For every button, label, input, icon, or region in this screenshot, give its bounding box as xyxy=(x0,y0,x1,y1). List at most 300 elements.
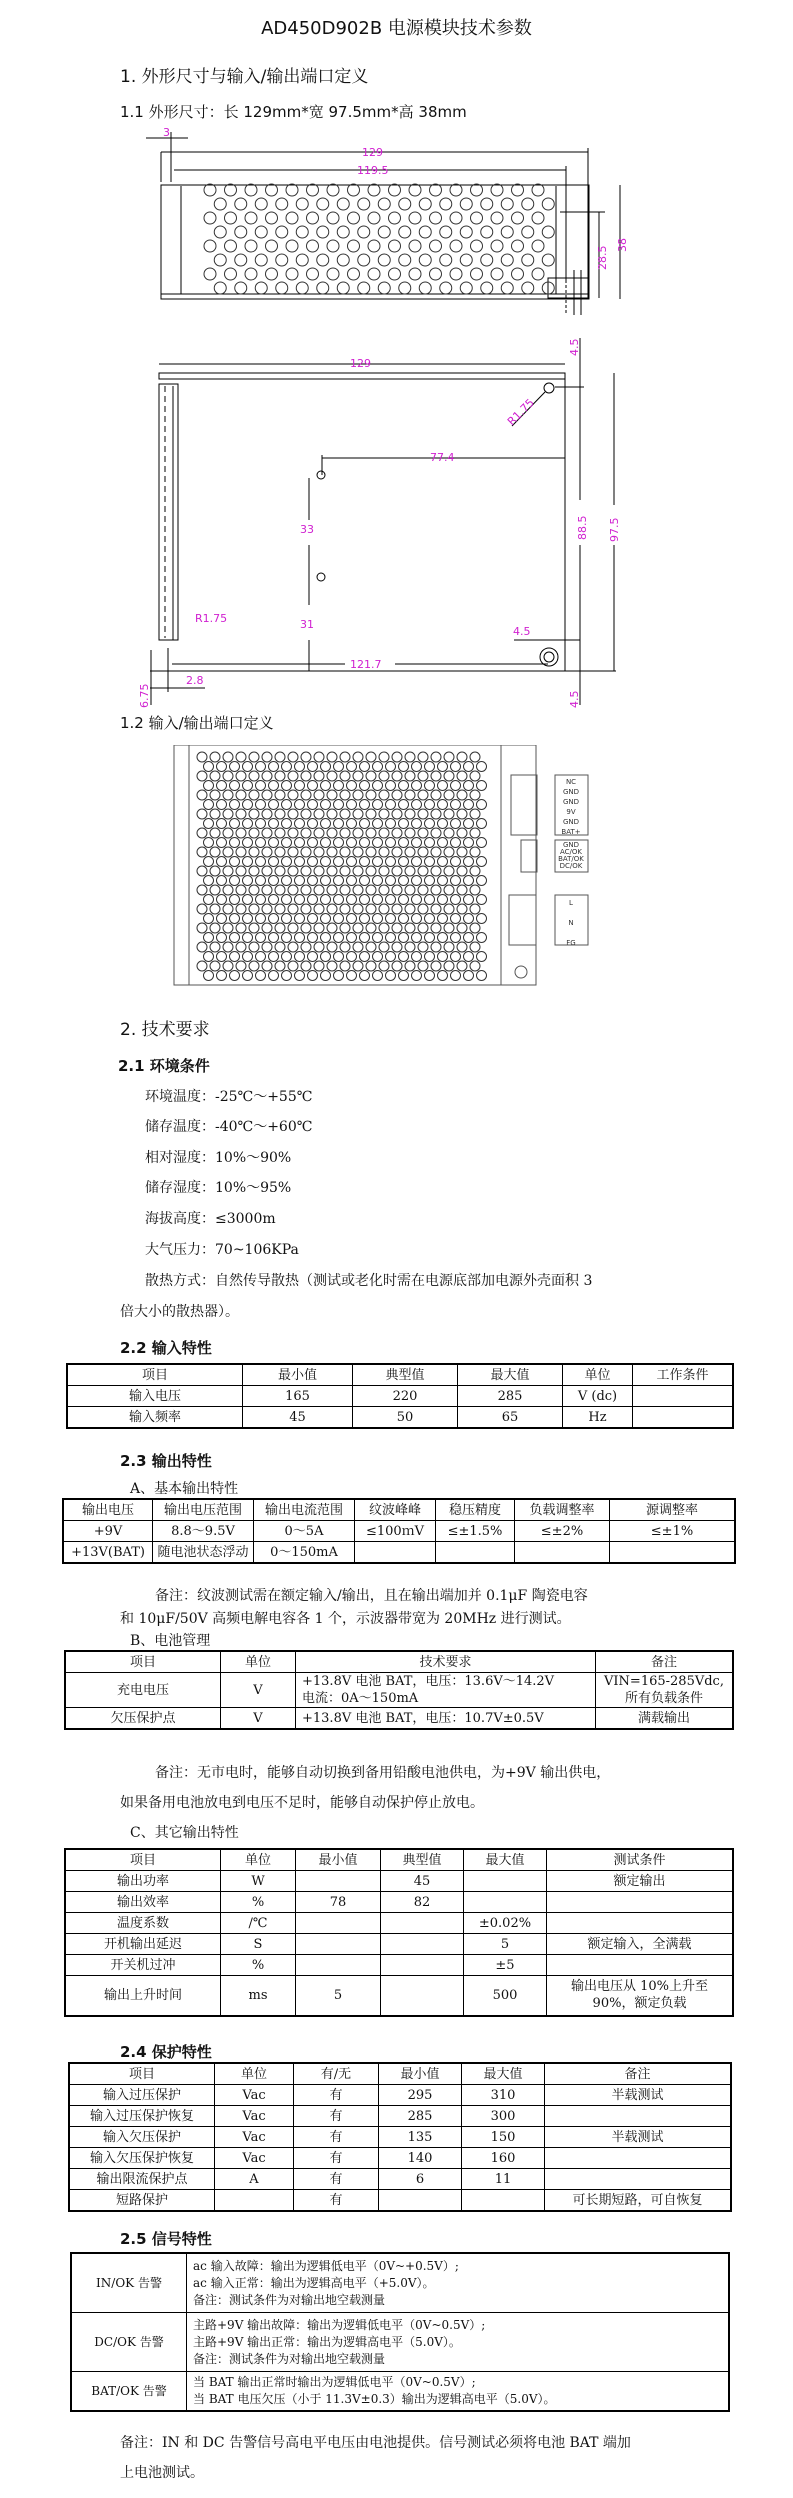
vent-hole xyxy=(204,933,214,943)
cell: 165 xyxy=(243,1386,353,1407)
dim-33: 33 xyxy=(300,523,314,536)
vent-hole xyxy=(223,809,233,819)
vent-hole xyxy=(409,240,421,252)
pin-label: AC/OK xyxy=(559,848,583,856)
header-cell: 测试条件 xyxy=(547,1849,734,1871)
cell xyxy=(610,1542,736,1564)
vent-hole xyxy=(405,961,415,971)
vent-hole xyxy=(419,198,431,210)
vent-hole xyxy=(256,952,266,962)
vent-hole xyxy=(477,781,487,791)
vent-hole xyxy=(431,847,441,857)
vent-hole xyxy=(197,847,207,857)
vent-hole xyxy=(373,762,383,772)
vent-hole xyxy=(451,952,461,962)
vent-hole xyxy=(438,781,448,791)
vent-hole xyxy=(282,838,292,848)
vent-hole xyxy=(399,800,409,810)
vent-hole xyxy=(295,819,305,829)
cell: 输入频率 xyxy=(67,1407,243,1429)
table-row xyxy=(65,1976,733,2016)
vent-hole xyxy=(210,752,220,762)
vent-hole xyxy=(236,809,246,819)
vent-hole xyxy=(425,800,435,810)
vent-hole xyxy=(262,828,272,838)
vent-hole xyxy=(457,771,467,781)
cell xyxy=(464,1892,547,1913)
vent-hole xyxy=(340,904,350,914)
vent-hole xyxy=(327,790,337,800)
vent-hole xyxy=(412,933,422,943)
dim-4-5-top: 4.5 xyxy=(568,338,581,356)
vent-hole xyxy=(210,866,220,876)
cell: 6 xyxy=(379,2169,462,2190)
cell: Vac xyxy=(215,2148,294,2169)
vent-hole xyxy=(334,876,344,886)
vent-hole xyxy=(366,923,376,933)
cell: 充电电压 xyxy=(65,1673,221,1708)
vent-hole xyxy=(353,923,363,933)
vent-hole xyxy=(451,876,461,886)
vent-hole xyxy=(321,971,331,981)
dim-6-75: 6.75 xyxy=(138,683,151,708)
vent-hole xyxy=(409,212,421,224)
vent-hole xyxy=(210,847,220,857)
vent-hole xyxy=(204,971,214,981)
cell xyxy=(381,1955,464,1976)
section2-heading: 2. 技术要求 xyxy=(120,1020,210,1040)
vent-hole xyxy=(301,790,311,800)
vent-hole xyxy=(243,781,253,791)
vent-hole xyxy=(301,961,311,971)
cell: ≤±1% xyxy=(610,1521,736,1542)
vent-hole xyxy=(389,184,401,196)
pin-label: GND xyxy=(562,798,580,806)
vent-hole xyxy=(412,819,422,829)
vent-hole xyxy=(236,828,246,838)
vent-hole xyxy=(249,961,259,971)
vent-hole xyxy=(470,866,480,876)
vent-hole xyxy=(314,866,324,876)
vent-hole xyxy=(301,885,311,895)
vent-hole xyxy=(470,847,480,857)
vent-hole xyxy=(532,212,544,224)
vent-hole xyxy=(431,866,441,876)
vent-hole xyxy=(214,226,226,238)
vent-hole xyxy=(337,198,349,210)
output-heading: 2.3 输出特性 xyxy=(120,1452,212,1470)
vent-hole xyxy=(288,904,298,914)
vent-hole xyxy=(347,838,357,848)
cell xyxy=(355,1542,436,1564)
vent-hole xyxy=(438,895,448,905)
vent-hole xyxy=(223,847,233,857)
cell: % xyxy=(221,1955,296,1976)
vent-hole xyxy=(334,819,344,829)
vent-hole xyxy=(204,952,214,962)
vent-hole xyxy=(230,914,240,924)
dim-4-5-bottom: 4.5 xyxy=(568,690,581,708)
vent-hole xyxy=(431,923,441,933)
pin-label: BAT/OK xyxy=(558,855,584,863)
vent-hole xyxy=(360,857,370,867)
env-line: 散热方式：自然传导散热（测试或老化时需在电源底部加电源外壳面积 3 xyxy=(145,1273,593,1289)
vent-hole xyxy=(373,838,383,848)
vent-hole xyxy=(269,933,279,943)
vent-hole xyxy=(256,781,266,791)
vent-hole xyxy=(409,268,421,280)
vent-hole xyxy=(457,923,467,933)
vent-hole xyxy=(210,828,220,838)
dimensions-heading: 1.1 外形尺寸：长 129mm*宽 97.5mm*高 38mm xyxy=(120,103,467,121)
cell: S xyxy=(221,1934,296,1955)
table-header-row xyxy=(65,1651,733,1673)
vent-hole xyxy=(347,933,357,943)
vent-hole xyxy=(360,800,370,810)
vent-hole xyxy=(366,809,376,819)
vent-hole xyxy=(236,866,246,876)
vent-hole xyxy=(418,961,428,971)
vent-hole xyxy=(230,781,240,791)
vent-hole xyxy=(431,904,441,914)
vent-hole xyxy=(256,800,266,810)
vent-hole xyxy=(266,240,278,252)
vent-hole xyxy=(314,809,324,819)
note-line: 所有负载条件 xyxy=(624,1691,703,1706)
vent-hole xyxy=(236,961,246,971)
vent-hole xyxy=(366,885,376,895)
cell xyxy=(296,1913,381,1934)
vent-hole xyxy=(230,857,240,867)
vent-hole xyxy=(334,781,344,791)
vent-hole xyxy=(230,933,240,943)
vent-hole xyxy=(225,240,237,252)
cell: 有 xyxy=(294,2106,379,2127)
vent-hole xyxy=(269,952,279,962)
vent-hole xyxy=(373,971,383,981)
desc-line: 主路+9V 输出故障：输出为逻辑低电平（0V~0.5V）; xyxy=(193,2317,486,2332)
vent-hole xyxy=(317,282,329,294)
vent-hole xyxy=(204,914,214,924)
vent-hole xyxy=(262,885,272,895)
vent-hole xyxy=(308,933,318,943)
header-cell: 项目 xyxy=(69,2063,215,2085)
vent-hole xyxy=(327,866,337,876)
vent-hole xyxy=(470,961,480,971)
vent-hole xyxy=(451,781,461,791)
cell: 输出上升时间 xyxy=(65,1976,221,2016)
input-heading: 2.2 输入特性 xyxy=(120,1339,212,1357)
vent-hole xyxy=(470,771,480,781)
vent-hole xyxy=(217,876,227,886)
vent-hole xyxy=(438,914,448,924)
cell: 0～5A xyxy=(254,1521,355,1542)
vent-hole xyxy=(412,971,422,981)
vent-hole xyxy=(470,809,480,819)
vent-hole xyxy=(337,254,349,266)
vent-hole xyxy=(249,828,259,838)
vent-hole xyxy=(204,762,214,772)
vent-hole xyxy=(347,800,357,810)
vent-hole xyxy=(532,268,544,280)
cell: V xyxy=(221,1673,296,1708)
env-line: 环境温度：-25℃～+55℃ xyxy=(145,1089,313,1105)
vent-hole xyxy=(301,771,311,781)
vent-hole xyxy=(321,838,331,848)
env-line: 海拔高度：≤3000m xyxy=(145,1211,276,1227)
vent-hole xyxy=(481,198,493,210)
vent-hole xyxy=(230,819,240,829)
table-row xyxy=(71,2313,729,2372)
vent-hole xyxy=(405,923,415,933)
vent-hole xyxy=(464,819,474,829)
cell: 开关机过冲 xyxy=(65,1955,221,1976)
cell: 输入欠压保护 xyxy=(69,2127,215,2148)
cell xyxy=(379,2190,462,2212)
dim-77-4: 77.4 xyxy=(430,451,455,464)
vent-hole xyxy=(321,914,331,924)
vent-hole xyxy=(340,847,350,857)
cell: 45 xyxy=(381,1871,464,1892)
vent-hole xyxy=(217,762,227,772)
vent-hole xyxy=(471,184,483,196)
cell: 有 xyxy=(294,2169,379,2190)
vent-hole xyxy=(249,885,259,895)
vent-hole xyxy=(288,809,298,819)
vent-hole xyxy=(217,952,227,962)
vent-hole xyxy=(460,254,472,266)
vent-hole xyxy=(368,212,380,224)
vent-hole xyxy=(418,923,428,933)
vent-hole xyxy=(379,866,389,876)
vent-hole xyxy=(236,790,246,800)
vent-hole xyxy=(431,752,441,762)
table-header-row xyxy=(67,1364,733,1386)
vent-hole xyxy=(470,942,480,952)
vent-hole xyxy=(418,942,428,952)
vent-hole xyxy=(314,961,324,971)
vent-hole xyxy=(353,771,363,781)
vent-hole xyxy=(457,904,467,914)
vent-hole xyxy=(477,933,487,943)
vent-hole xyxy=(249,809,259,819)
vent-hole xyxy=(392,847,402,857)
vent-hole xyxy=(269,838,279,848)
vent-hole xyxy=(470,790,480,800)
vent-hole xyxy=(204,268,216,280)
vent-hole xyxy=(288,961,298,971)
vent-hole xyxy=(314,904,324,914)
vent-hole xyxy=(275,790,285,800)
vent-hole xyxy=(314,847,324,857)
vent-hole xyxy=(399,933,409,943)
vent-hole xyxy=(276,254,288,266)
vent-hole xyxy=(249,790,259,800)
pin-label: NC xyxy=(565,778,577,786)
vent-hole xyxy=(255,226,267,238)
vent-hole xyxy=(368,184,380,196)
cell xyxy=(215,2190,294,2212)
vent-hole xyxy=(353,942,363,952)
cell xyxy=(547,1913,734,1934)
pin-label: 9V xyxy=(566,808,576,816)
vent-hole xyxy=(460,226,472,238)
vent-hole xyxy=(471,212,483,224)
vent-hole xyxy=(419,254,431,266)
vent-hole xyxy=(321,876,331,886)
vent-hole xyxy=(282,762,292,772)
vent-hole xyxy=(256,895,266,905)
cell xyxy=(545,2148,732,2169)
vent-hole xyxy=(327,771,337,781)
vent-hole xyxy=(399,226,411,238)
vent-hole xyxy=(204,800,214,810)
vent-hole xyxy=(444,847,454,857)
vent-hole xyxy=(269,800,279,810)
env-heading: 2.1 环境条件 xyxy=(118,1057,210,1075)
cell: 温度系数 xyxy=(65,1913,221,1934)
vent-hole xyxy=(379,847,389,857)
cell: 有 xyxy=(294,2127,379,2148)
dim-129-top: 129 xyxy=(350,357,371,370)
dim-97-5: 97.5 xyxy=(608,517,621,542)
vent-hole xyxy=(217,819,227,829)
vent-hole xyxy=(347,876,357,886)
vent-hole xyxy=(418,866,428,876)
vent-hole xyxy=(296,198,308,210)
vent-hole xyxy=(337,282,349,294)
vent-hole xyxy=(379,904,389,914)
table-row xyxy=(71,2372,729,2412)
vent-hole xyxy=(379,885,389,895)
vent-hole xyxy=(418,752,428,762)
vent-hole xyxy=(444,923,454,933)
cell: 短路保护 xyxy=(69,2190,215,2212)
table-row xyxy=(69,2106,731,2127)
header-cell: 源调整率 xyxy=(610,1499,736,1521)
vent-hole xyxy=(235,226,247,238)
vent-hole xyxy=(419,282,431,294)
cell xyxy=(464,1871,547,1892)
vent-hole xyxy=(197,923,207,933)
vent-hole xyxy=(399,914,409,924)
vent-hole xyxy=(204,781,214,791)
vent-hole xyxy=(386,819,396,829)
vent-hole xyxy=(308,895,318,905)
vent-hole xyxy=(405,942,415,952)
vent-hole xyxy=(327,752,337,762)
vent-hole xyxy=(501,198,513,210)
vent-hole xyxy=(451,819,461,829)
vent-hole xyxy=(347,762,357,772)
vent-hole xyxy=(295,781,305,791)
ripple-note-cont: 和 10μF/50V 高频电解电容各 1 个，示波器带宽为 20MHz 进行测试。 xyxy=(120,1611,571,1627)
vent-hole xyxy=(464,800,474,810)
header-cell: 最小值 xyxy=(243,1364,353,1386)
vent-hole xyxy=(450,268,462,280)
vent-hole xyxy=(236,752,246,762)
pin-label: DC/OK xyxy=(559,862,583,870)
vent-hole xyxy=(301,752,311,762)
ports-heading: 1.2 输入/输出端口定义 xyxy=(120,714,274,732)
header-cell: 技术要求 xyxy=(296,1651,596,1673)
vent-hole xyxy=(431,790,441,800)
cell: 有 xyxy=(294,2085,379,2106)
vent-hole xyxy=(399,857,409,867)
requirement-line: +13.8V 电池 BAT，电压：13.6V～14.2V xyxy=(302,1674,555,1689)
cell: 开机输出延迟 xyxy=(65,1934,221,1955)
vent-hole xyxy=(347,857,357,867)
vent-hole xyxy=(405,866,415,876)
vent-hole xyxy=(327,904,337,914)
cell xyxy=(545,2106,732,2127)
vent-hole xyxy=(444,771,454,781)
vent-hole xyxy=(230,800,240,810)
cell: 输入过压保护恢复 xyxy=(69,2106,215,2127)
vent-hole xyxy=(204,838,214,848)
vent-hole xyxy=(236,942,246,952)
vent-hole xyxy=(457,961,467,971)
vent-hole xyxy=(217,781,227,791)
vent-hole xyxy=(405,885,415,895)
vent-hole xyxy=(256,762,266,772)
vent-hole xyxy=(386,781,396,791)
vent-hole xyxy=(255,282,267,294)
vent-hole xyxy=(358,254,370,266)
vent-hole xyxy=(256,971,266,981)
header-cell: 备注 xyxy=(545,2063,732,2085)
cell xyxy=(633,1407,734,1429)
cell: ms xyxy=(221,1976,296,2016)
vent-hole xyxy=(269,971,279,981)
vent-hole xyxy=(477,819,487,829)
vent-hole xyxy=(481,282,493,294)
vent-hole xyxy=(334,895,344,905)
vent-hole xyxy=(470,885,480,895)
vent-hole xyxy=(197,866,207,876)
vent-hole xyxy=(275,923,285,933)
vent-hole xyxy=(412,914,422,924)
cell: V xyxy=(221,1708,296,1730)
vent-hole xyxy=(308,762,318,772)
env-line: 相对湿度：10%～90% xyxy=(145,1150,292,1166)
vent-hole xyxy=(256,933,266,943)
header-cell: 纹波峰峰 xyxy=(355,1499,436,1521)
note-line: VIN=165-285Vdc, xyxy=(604,1674,724,1689)
vent-hole xyxy=(321,857,331,867)
pin-label: GND xyxy=(562,788,580,796)
cell xyxy=(381,1913,464,1934)
vent-hole xyxy=(288,847,298,857)
vent-hole xyxy=(460,282,472,294)
vent-hole xyxy=(321,819,331,829)
vent-hole xyxy=(230,762,240,772)
vent-hole xyxy=(522,198,534,210)
vent-hole xyxy=(295,762,305,772)
vent-hole xyxy=(296,282,308,294)
vent-hole xyxy=(512,240,524,252)
header-cell: 稳压精度 xyxy=(436,1499,515,1521)
vent-hole xyxy=(418,847,428,857)
cell: 11 xyxy=(462,2169,545,2190)
vent-hole xyxy=(450,240,462,252)
vent-hole xyxy=(360,819,370,829)
vent-hole xyxy=(340,771,350,781)
cell: W xyxy=(221,1871,296,1892)
vent-hole xyxy=(217,800,227,810)
header-cell: 项目 xyxy=(65,1651,221,1673)
vent-hole xyxy=(243,876,253,886)
